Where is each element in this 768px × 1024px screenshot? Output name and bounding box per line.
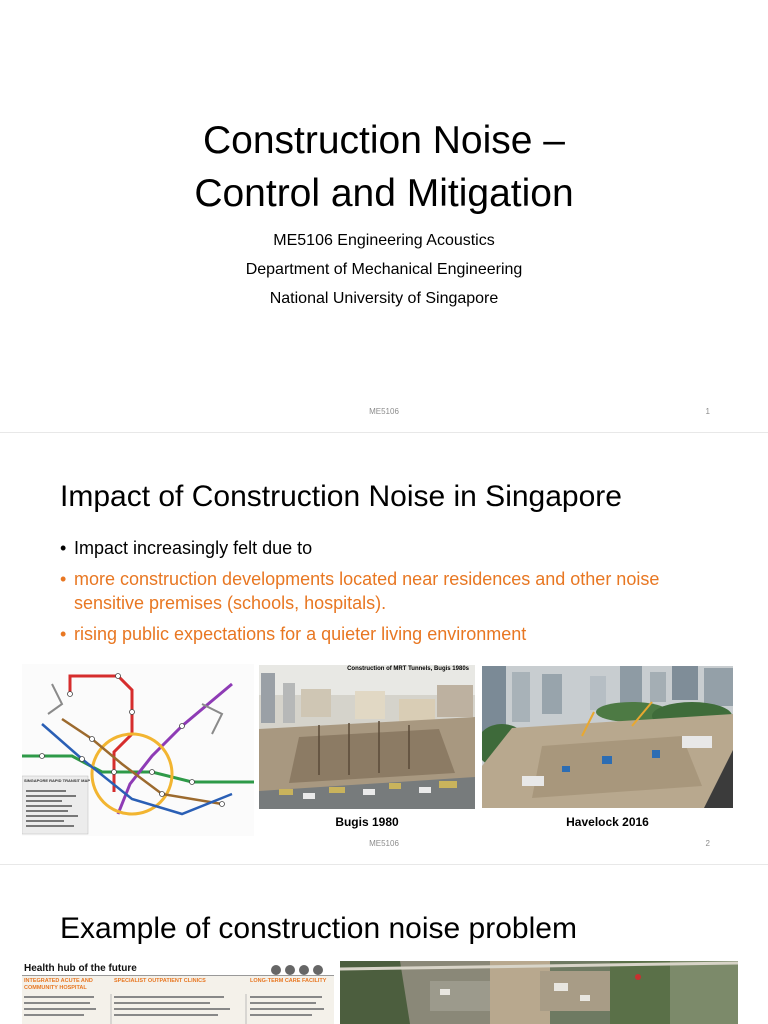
title-line-1: Construction Noise – [202,119,565,162]
slide-title [0,114,768,220]
newspaper-col3-heading: LONG-TERM CARE FACILITY [250,978,327,984]
page-number: 2 [705,839,710,848]
slide-footer: ME5106 [369,839,399,848]
example-slide [0,864,768,1024]
title-slide [0,0,768,432]
newspaper-col2-heading: SPECIALIST OUTPATIENT CLINICS [114,978,206,984]
slide-title: Example of construction noise problem [60,912,577,945]
havelock-2016-photo [482,666,733,808]
newspaper-clipping [22,962,334,1024]
map-legend-title: SINGAPORE RAPID TRANSIT MAP [24,778,91,783]
photo-overlay-label: Construction of MRT Tunnels, Bugis 1980s [347,666,469,672]
course-name: ME5106 Engineering Acoustics [273,232,495,249]
bullet-item: • Impact increasingly felt due to [60,536,720,560]
slide-footer: ME5106 [369,407,399,416]
bullet-item: • rising public expectations for a quieter living environment [60,622,720,646]
page-number: 1 [705,407,710,416]
mrt-map-image [22,664,254,836]
impact-slide [0,432,768,864]
department-name: Department of Mechanical Engineering [245,261,523,278]
photo-caption-havelock: Havelock 2016 [566,815,649,829]
bullet-item: • more construction developments located near residences and other noise sensitive premises (schools, hospitals). [60,567,720,615]
bugis-1980-photo [259,665,475,809]
bullet-list [60,536,720,653]
aerial-site-photo [340,961,738,1024]
slide-title: Impact of Construction Noise in Singapore [60,480,622,513]
slide-subtitle [0,226,768,313]
newspaper-headline: Health hub of the future [24,963,137,974]
university-name: National University of Singapore [269,290,499,307]
photo-caption-bugis: Bugis 1980 [335,815,399,829]
title-line-2: Control and Mitigation [194,172,574,215]
newspaper-col1-heading: INTEGRATED ACUTE AND COMMUNITY HOSPITAL [24,978,93,991]
